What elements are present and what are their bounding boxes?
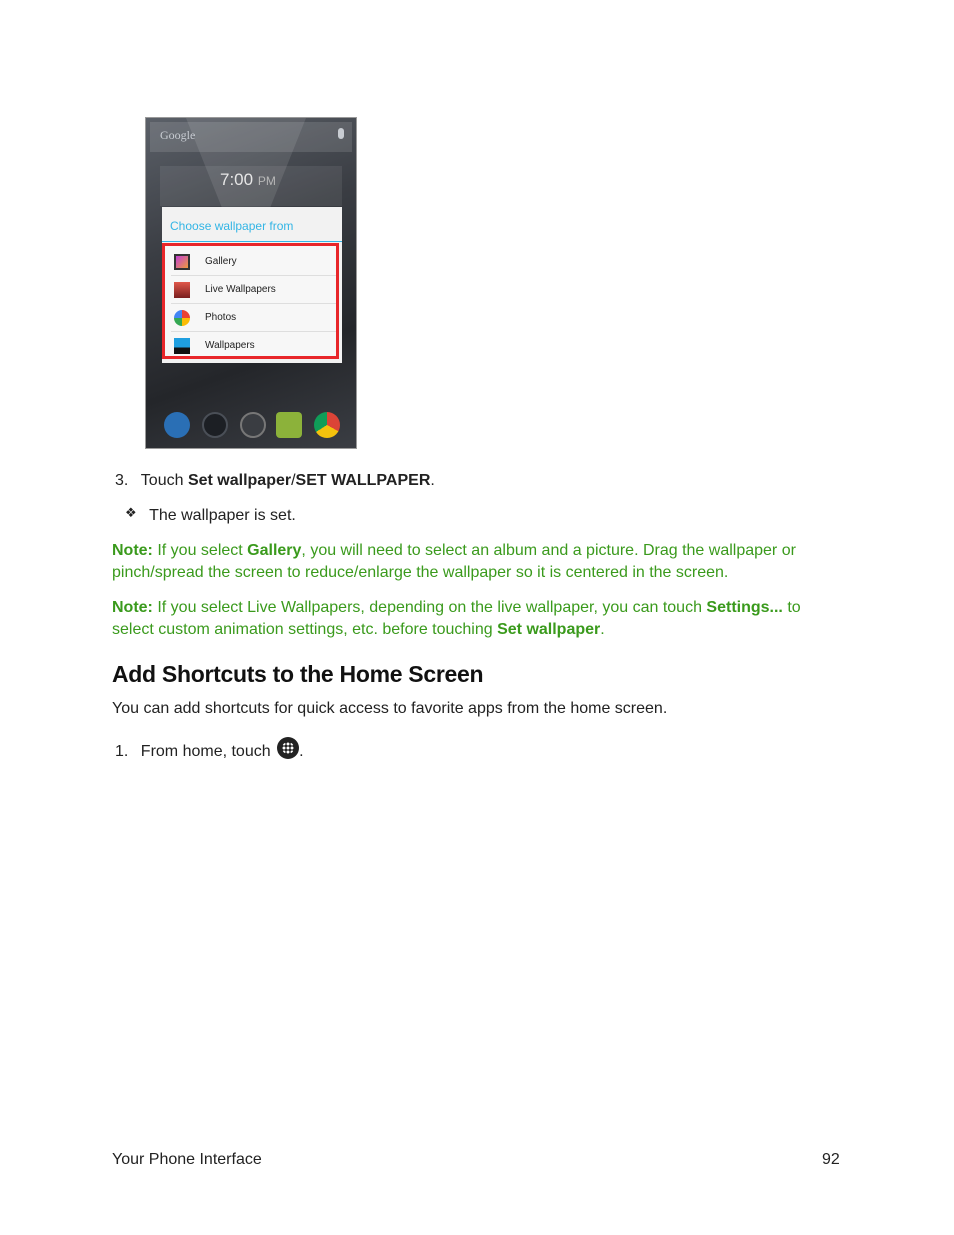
google-search-text: Google xyxy=(160,128,196,142)
gallery-icon xyxy=(174,254,190,270)
clock-period: PM xyxy=(257,174,276,188)
clock-time xyxy=(220,170,276,190)
section-heading: Add Shortcuts to the Home Screen xyxy=(112,661,484,687)
note-gallery xyxy=(112,540,842,584)
step-text: Touch xyxy=(140,472,188,489)
note-text: to xyxy=(782,599,801,616)
photos-icon xyxy=(174,310,190,326)
step-period: . xyxy=(430,472,435,489)
set-wallpaper-label: Set wallpaper xyxy=(187,472,292,489)
diamond-bullet-icon: ❖ xyxy=(125,505,137,520)
step-3 xyxy=(115,470,435,492)
dialog-divider xyxy=(162,241,342,242)
option-gallery[interactable] xyxy=(171,248,336,276)
option-label: Gallery xyxy=(205,256,237,267)
page-number: 92 xyxy=(822,1151,840,1168)
note-gallery-line-1 xyxy=(112,540,842,562)
option-label: Photos xyxy=(205,312,237,323)
all-apps-icon xyxy=(240,412,266,438)
microphone-icon xyxy=(338,128,344,139)
note-text: select custom animation settings, etc. before touching xyxy=(112,621,498,638)
note-label: Note: xyxy=(112,599,153,616)
gallery-bold: Gallery xyxy=(247,542,302,559)
set-wallpaper-caps-label: SET WALLPAPER xyxy=(295,472,431,489)
messaging-app-icon xyxy=(276,412,302,438)
dialog-title: Choose wallpaper from xyxy=(170,219,294,233)
option-photos[interactable] xyxy=(171,304,336,332)
clock-hours: 7:00 xyxy=(220,170,254,189)
note-text: , you will need to select an album and a picture. Drag the wallpaper or xyxy=(301,542,796,559)
note-live-line-2 xyxy=(112,619,842,641)
live-wallpapers-icon xyxy=(174,282,190,298)
chrome-app-icon xyxy=(314,412,340,438)
result-line xyxy=(125,505,296,527)
set-wallpaper-bold: Set wallpaper xyxy=(497,621,601,638)
note-text: If you select xyxy=(152,542,248,559)
wallpaper-source-list xyxy=(162,243,339,359)
note-label: Note: xyxy=(112,542,153,559)
step-period: . xyxy=(299,743,304,760)
note-live-wallpapers xyxy=(112,597,842,641)
step-slash: / xyxy=(291,472,296,489)
option-wallpapers[interactable] xyxy=(171,332,336,360)
step-number: 3. xyxy=(115,472,129,489)
result-text: The wallpaper is set. xyxy=(149,507,296,524)
note-text: . xyxy=(600,621,605,638)
step-1 xyxy=(115,737,304,763)
settings-bold: Settings... xyxy=(706,599,783,616)
home-dock xyxy=(146,404,357,448)
choose-wallpaper-dialog xyxy=(162,207,342,363)
option-live-wallpapers[interactable] xyxy=(171,276,336,304)
note-live-line-1 xyxy=(112,597,842,619)
option-label: Live Wallpapers xyxy=(205,284,276,295)
apps-icon xyxy=(277,737,299,759)
wallpaper-chooser-screenshot xyxy=(145,117,357,449)
note-gallery-line-2: pinch/spread the screen to reduce/enlarge the wallpaper so it is centered in the screen. xyxy=(112,564,729,581)
step-number: 1. xyxy=(115,743,129,760)
footer-title: Your Phone Interface xyxy=(112,1151,262,1168)
section-intro: You can add shortcuts for quick access to favorite apps from the home screen. xyxy=(112,700,668,717)
phone-app-icon xyxy=(164,412,190,438)
wallpapers-icon xyxy=(174,338,190,354)
note-text: If you select Live Wallpapers, depending on the live wallpaper, you can touch xyxy=(152,599,707,616)
camera-app-icon xyxy=(202,412,228,438)
option-label: Wallpapers xyxy=(205,340,255,351)
step-text: From home, touch xyxy=(140,743,276,760)
